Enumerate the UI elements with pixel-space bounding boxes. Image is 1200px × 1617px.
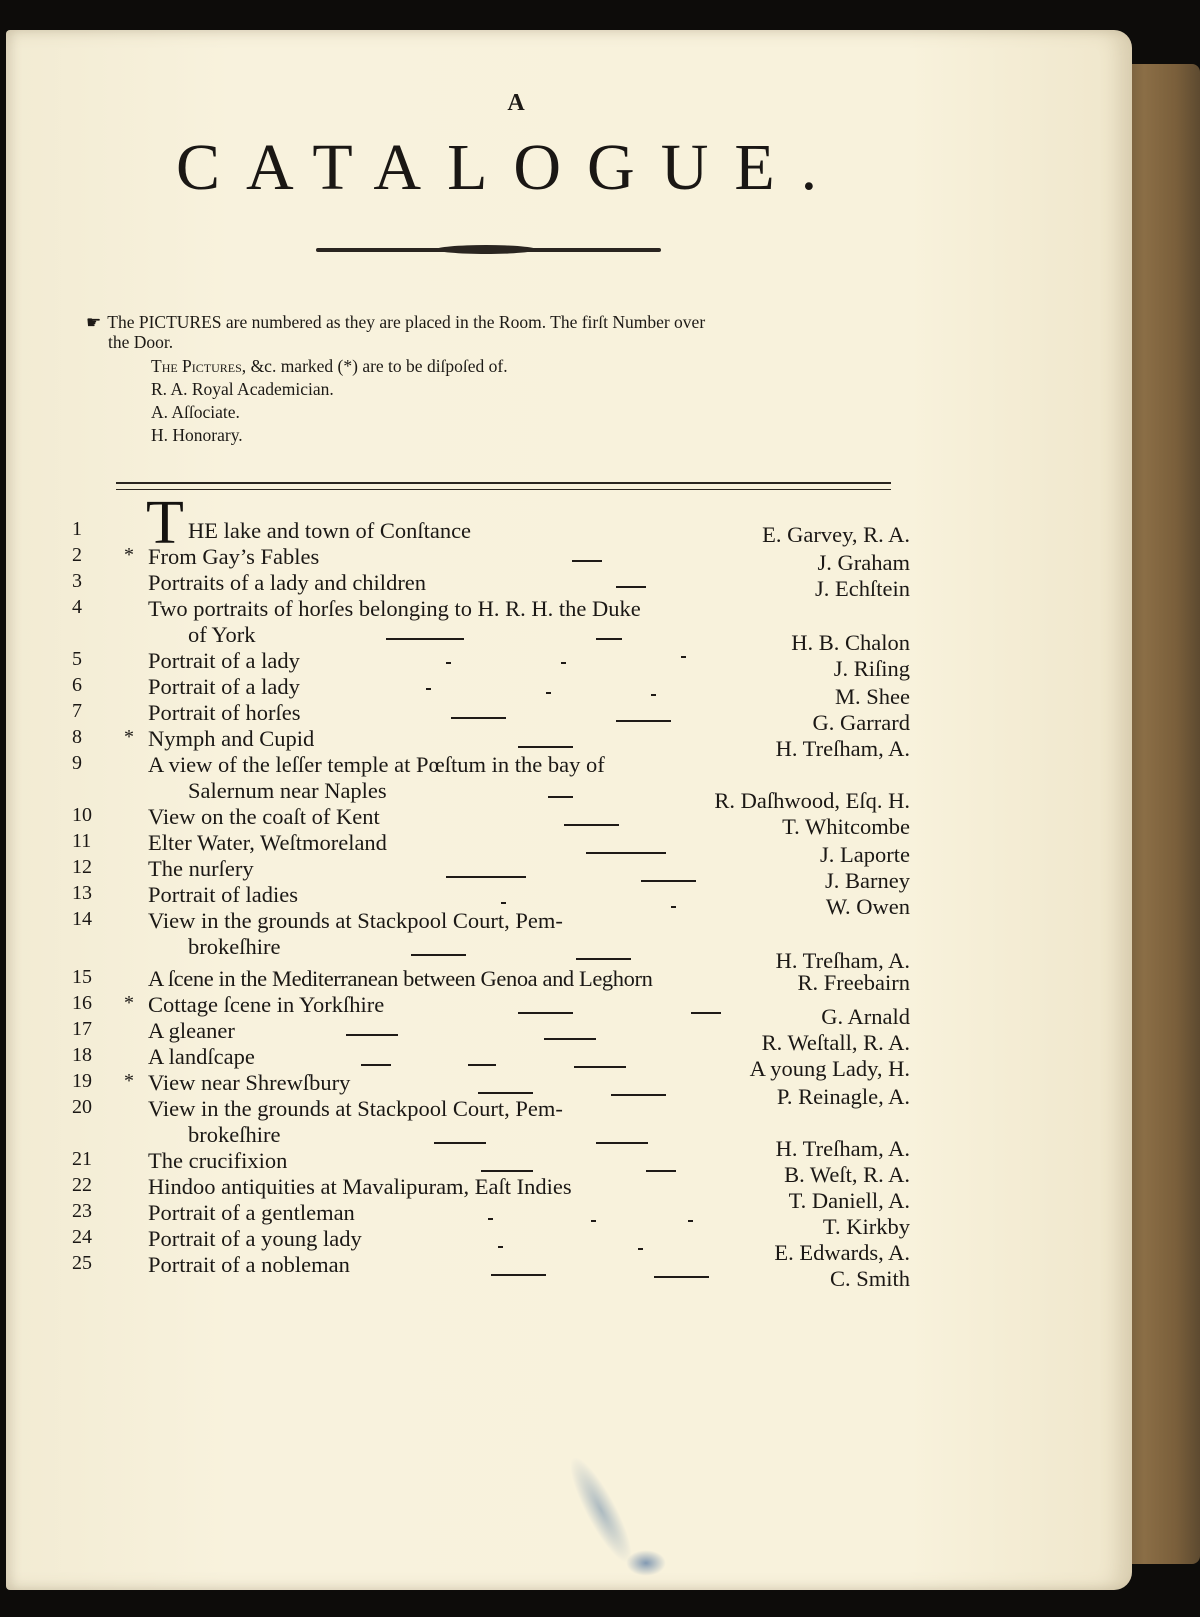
leader-dash [548,796,573,798]
leader-dash [586,852,666,854]
entry-artist: C. Smith [829,1266,910,1291]
leader-dash [576,958,631,960]
entry-artist: J. Barney [825,868,910,893]
list-item [6,674,1132,709]
leader-dash [346,1034,398,1036]
for-sale-mark: * [124,544,134,566]
note-line-2-smallcaps: The Pictures, [151,356,247,376]
leader-dot [501,902,506,904]
list-item [6,544,1132,575]
entry-number: 4 [72,596,82,618]
entry-title: Portrait of horſes [148,700,301,725]
entry-number: 25 [72,1252,92,1274]
entry-number: 15 [72,966,92,988]
entry-artist: E. Garvey, R. A. [762,522,910,547]
entry-artist: B. Weſt, R. A. [784,1162,910,1187]
entry-number: 2 [72,544,82,566]
leader-dash [361,1064,391,1066]
entry-number: 12 [72,856,92,878]
list-item [6,1096,1132,1122]
leader-dash [616,720,671,722]
entry-title: Portraits of a lady and children [148,570,427,595]
leader-dot [498,1246,503,1248]
leader-dash [411,954,466,956]
list-item-continuation [6,622,1132,655]
entry-title: Portrait of a gentleman [148,1200,355,1225]
leader-dash [446,876,526,878]
list-item [6,908,1132,934]
note-line-4: A. Aſſociate. [151,402,240,422]
entry-artist: T. Whitcombe [782,814,910,839]
list-item [6,726,1132,761]
entry-title: Two portraits of horſes belonging to H. R. H. the Duke [148,596,641,621]
entry-title: View on the coaſt of Kent [148,804,380,829]
entry-title-continued: of York [188,622,256,647]
entry-title: Portrait of ladies [148,882,298,907]
catalogue-entries [6,30,1132,1590]
entry-number: 3 [72,570,82,592]
entry-title: Portrait of a lady [148,674,300,699]
entry-title: Portrait of a lady [148,648,300,673]
entry-artist: J. Laporte [820,842,910,867]
entry-title: Nymph and Cupid [148,726,315,751]
entry-number: 21 [72,1148,92,1170]
entry-number: 17 [72,1018,92,1040]
entry-number: 10 [72,804,92,826]
entry-artist: T. Daniell, A. [788,1188,910,1213]
list-item [6,966,1132,995]
entry-title: A gleaner [148,1018,235,1043]
entry-title: A view of the leſſer temple at Pœſtum in the bay of [148,752,605,777]
entry-title: Portrait of a nobleman [148,1252,350,1277]
leader-dot [426,688,431,690]
entry-number: 9 [72,752,82,774]
leader-dot [681,656,686,658]
entry-artist: G. Arnald [821,1004,910,1029]
list-item-continuation [6,934,1132,973]
entry-title-continued: brokeſhire [188,934,281,959]
entry-number: 5 [72,648,82,670]
leader-dash [572,560,602,562]
entry-artist: J. Riſing [833,656,910,681]
drop-cap: T [146,489,184,557]
list-item-continuation [6,778,1132,813]
note-line-1: The PICTURES are numbered as they are placed in the Room. The firſt Number over [107,312,706,332]
entry-number: 20 [72,1096,92,1118]
entry-title: From Gay’s Fables [148,544,320,569]
entry-number: 11 [72,830,92,852]
leader-dash [691,1012,721,1014]
leader-dot [638,1248,643,1250]
entry-artist: P. Reinagle, A. [776,1084,910,1109]
entry-title: View in the grounds at Stackpool Court, Pem- [148,1096,563,1121]
entry-artist: M. Shee [835,684,910,709]
list-item [6,700,1132,735]
leader-dot [561,662,566,664]
leader-dash [451,717,506,719]
leader-dot [651,694,656,696]
entry-number: 22 [72,1174,92,1196]
entry-title: HE lake and town of Conſtance [188,518,472,543]
entry-title: View in the grounds at Stackpool Court, Pem- [148,908,563,933]
leader-dash [491,1274,546,1276]
note-line-5: H. Honorary. [151,425,243,445]
list-item [6,596,1132,622]
leader-dash [468,1064,496,1066]
note-line-2-rest: &c. marked (*) are to be diſpoſed of. [246,356,508,376]
entry-artist: J. Graham [817,550,910,575]
entry-artist: R. Daſhwood, Eſq. H. [714,788,910,813]
entry-number: 6 [72,674,82,696]
entry-artist: E. Edwards, A. [774,1240,910,1265]
entry-number: 19 [72,1070,92,1092]
for-sale-mark: * [124,726,134,748]
entry-title-continued: Salernum near Naples [188,778,387,803]
entry-number: 13 [72,882,92,904]
leader-dash [481,1170,533,1172]
book-edge [1120,64,1200,1564]
entry-artist: A young Lady, H. [749,1056,910,1081]
leader-dash [574,1066,626,1068]
entry-artist: H. Treſham, A. [775,736,910,761]
catalogue-page [6,30,1132,1590]
entry-artist: H. Treſham, A. [775,1136,910,1161]
leader-dash [616,586,646,588]
leader-dot [546,692,551,694]
entry-number: 16 [72,992,92,1014]
pointing-hand-icon: ☛ [86,313,102,332]
entry-number: 8 [72,726,82,748]
leader-dot [488,1218,493,1220]
entry-number: 7 [72,700,82,722]
leader-dot [688,1220,693,1222]
list-item [6,752,1132,778]
leader-dot [591,1220,596,1222]
entry-artist: T. Kirkby [822,1214,910,1239]
note-line-1b: the Door. [108,332,174,352]
entry-title: Portrait of a young lady [148,1226,362,1251]
entry-artist: J. Echſtein [815,576,910,601]
entry-artist: R. Freebairn [797,970,910,995]
leader-dash [386,638,464,640]
leader-dot [446,662,451,664]
ink-stain [626,1550,666,1576]
list-item [6,1252,1132,1291]
entry-title: Hindoo antiquities at Mavalipuram, Eaſt Indies [148,1174,572,1199]
entry-artist: G. Garrard [812,710,910,735]
leader-dash [478,1092,533,1094]
leader-dash [596,1142,648,1144]
entry-title: A ſcene in the Mediterranean between Genoa and Leghorn [148,966,653,991]
leader-dash [596,638,622,640]
entry-title: The nurſery [148,856,254,881]
leader-dash [518,1012,573,1014]
page-letter: A [507,90,525,116]
entry-title: Elter Water, Weſtmoreland [148,830,387,855]
leader-dash [646,1170,676,1172]
entry-title: Cottage ſcene in Yorkſhire [148,992,385,1017]
entry-artist: H. B. Chalon [791,630,910,655]
leader-dash [564,824,619,826]
leader-dash [518,746,573,748]
list-item [6,570,1132,601]
for-sale-mark: * [124,992,134,1014]
entry-number: 1 [72,518,82,540]
entry-title-continued: brokeſhire [188,1122,281,1147]
entry-number: 14 [72,908,92,930]
entry-title: The crucifixion [148,1148,288,1173]
entry-artist: H. Treſham, A. [775,948,910,973]
page-title: CATALOGUE. [176,131,844,204]
entry-artist: R. Weſtall, R. A. [761,1030,910,1055]
entry-number: 18 [72,1044,92,1066]
entry-title: View near Shrewſbury [148,1070,351,1095]
for-sale-mark: * [124,1070,134,1092]
entry-artist: W. Owen [825,894,910,919]
entry-title: A landſcape [148,1044,255,1069]
entry-number: 24 [72,1226,92,1248]
note-line-3: R. A. Royal Academician. [151,379,334,399]
entry-number: 23 [72,1200,92,1222]
list-item [6,648,1132,681]
leader-dash [544,1038,596,1040]
leader-dash [434,1142,486,1144]
list-item [6,804,1132,839]
leader-dash [654,1276,709,1278]
